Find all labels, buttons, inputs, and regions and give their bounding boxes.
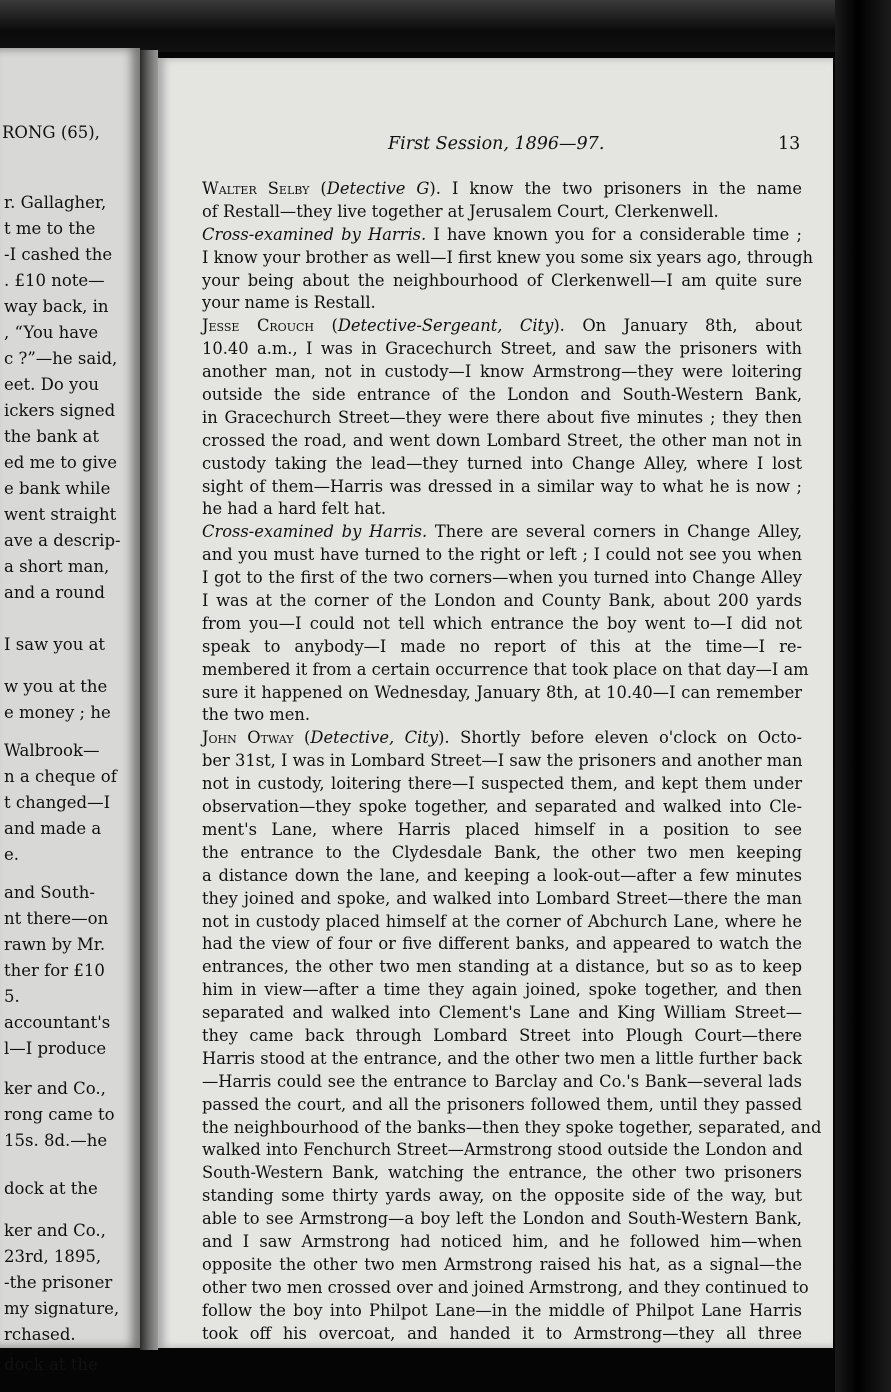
- left-page-line: nt there—on: [4, 909, 109, 928]
- text-span: sight of them—Harris was dressed in a similar way to what he is now ;: [202, 476, 802, 496]
- left-page-line: dock at the: [4, 1355, 98, 1374]
- text-line: [202, 292, 802, 315]
- text-span: the neighbourhood of the banks—then they spoke together, separated, and: [202, 1117, 822, 1137]
- text-span: he had a hard felt hat.: [202, 499, 387, 519]
- text-span: observation—they spoke together, and separated and walked into Cle-: [202, 797, 802, 817]
- text-span: your name is Restall.: [202, 293, 376, 313]
- left-page-line: accountant's: [4, 1013, 111, 1032]
- text-span: There are several corners in Change Alley,: [427, 522, 802, 542]
- text-span: —Harris could see the entrance to Barclay and Co.'s Bank—several lads: [202, 1071, 802, 1091]
- text-span: opposite the other two men Armstrong raised his hat, as a signal—the: [202, 1254, 802, 1274]
- text-span: South-Western Bank, watching the entrance, the other two prisoners: [202, 1163, 802, 1183]
- text-line: [202, 567, 802, 590]
- italic-text: Detective, City: [310, 728, 439, 748]
- left-page-line: dock at the: [4, 1179, 98, 1198]
- text-line: [202, 201, 802, 224]
- text-span: they joined and spoke, and walked into Lombard Street—there the man: [202, 888, 802, 908]
- text-line: [202, 384, 802, 407]
- left-page-line: my signature,: [4, 1299, 120, 1318]
- witness-name: Walter Selby: [202, 179, 310, 198]
- text-line: [202, 453, 802, 476]
- left-page-line: ave a descrip-: [4, 531, 121, 550]
- text-line: [202, 1025, 802, 1048]
- left-page-line: rawn by Mr.: [4, 935, 106, 954]
- text-span: from you—I could not tell which entrance the boy went to—I did not: [202, 613, 802, 633]
- left-page-line: Walbrook—: [4, 741, 100, 760]
- text-line: [202, 178, 802, 201]
- text-line: [202, 842, 802, 865]
- text-line: [202, 270, 802, 293]
- left-page-line: 5.: [4, 987, 20, 1006]
- left-page-line: ker and Co.,: [4, 1079, 106, 1098]
- text-line: [202, 704, 802, 727]
- text-span: other two men crossed over and joined Armstrong, and they continued to: [202, 1277, 809, 1297]
- text-span: ). On January 8th, about: [553, 316, 802, 336]
- book-page: [158, 58, 833, 1348]
- text-span: entrances, the other two men standing at a distance, but so as to keep: [202, 957, 802, 977]
- text-span: (: [313, 316, 338, 336]
- left-page-line: and made a: [4, 819, 102, 838]
- left-page-line: 15s. 8d.—he: [4, 1131, 108, 1150]
- witness-name: Jesse Crouch: [202, 316, 314, 336]
- left-page-line: and a round: [4, 583, 105, 602]
- left-page-line: a short man,: [4, 557, 110, 576]
- text-span: in Gracechurch Street—they were there about five minutes ; they then: [202, 407, 802, 427]
- text-span: had the view of four or five different banks, and appeared to watch the: [202, 934, 802, 954]
- text-line: [202, 911, 802, 934]
- text-span: membered it from a certain occurrence that took place on that day—I am: [202, 659, 809, 679]
- text-span: passed the court, and all the prisoners followed them, until they passed: [202, 1094, 802, 1114]
- text-span: separated and walked into Clement's Lane and King William Street—: [202, 1003, 802, 1023]
- text-line: [202, 1254, 802, 1277]
- text-span: able to see Armstrong—a boy left the London and South-Western Bank,: [202, 1209, 802, 1229]
- text-line: [202, 1094, 802, 1117]
- text-span: follow the boy into Philpot Lane—in the middle of Philpot Lane Harris: [202, 1300, 802, 1320]
- text-line: [202, 338, 802, 361]
- left-page-line: r. Gallagher,: [4, 193, 107, 212]
- text-span: him in view—after a time they again joined, spoke together, and then: [202, 980, 802, 1000]
- text-span: ment's Lane, where Harris placed himself in a position to see: [202, 819, 802, 839]
- left-page-line: n a cheque of: [4, 767, 117, 786]
- left-page-line: rchased.: [4, 1325, 76, 1344]
- text-span: outside the side entrance of the London and South-Western Bank,: [202, 385, 802, 405]
- text-span: standing some thirty yards away, on the opposite side of the way, but: [202, 1186, 802, 1206]
- italic-text: Detective-Sergeant, City: [337, 316, 554, 336]
- left-page-line: -I cashed the: [4, 245, 113, 264]
- text-line: [202, 544, 802, 567]
- text-line: [202, 1139, 802, 1162]
- left-page-line: rong came to: [4, 1105, 115, 1124]
- text-span: custody taking the lead—they turned into Change Alley, where I lost: [202, 453, 802, 473]
- text-line: [202, 521, 802, 544]
- left-page-line: , “You have: [4, 323, 99, 342]
- text-line: [202, 1162, 802, 1185]
- text-line: [202, 796, 802, 819]
- text-span: walked into Fenchurch Street—Armstrong stood outside the London and: [202, 1140, 803, 1160]
- text-span: 10.40 a.m., I was in Gracechurch Street, and saw the prisoners with: [202, 339, 802, 359]
- left-page-line: ker and Co.,: [4, 1221, 106, 1240]
- italic-text: Detective G: [326, 179, 430, 198]
- text-line: [202, 956, 802, 979]
- text-line: [202, 1323, 802, 1346]
- witness-name: John Otway: [202, 728, 294, 748]
- text-line: [202, 888, 802, 911]
- text-span: another man, not in custody—I know Armstrong—they were loitering: [202, 362, 802, 382]
- text-line: [202, 361, 802, 384]
- text-line: [202, 1117, 822, 1140]
- text-span: (: [293, 728, 311, 748]
- text-line: [202, 819, 802, 842]
- text-line: [202, 1208, 802, 1231]
- left-page-line: ther for £10: [4, 961, 105, 980]
- left-page-line: -the prisoner: [4, 1273, 113, 1292]
- text-line: [202, 659, 809, 682]
- text-line: [202, 1231, 802, 1254]
- text-span: I got to the first of the two corners—when you turned into Change Alley: [202, 568, 802, 588]
- text-span: the two men.: [202, 705, 311, 725]
- text-line: [202, 773, 802, 796]
- italic-text: Cross-examined by Harris.: [202, 224, 427, 244]
- italic-text: Cross-examined by Harris.: [202, 522, 428, 542]
- text-line: [202, 750, 802, 773]
- left-page-line: e.: [4, 845, 20, 864]
- text-span: speak to anybody—I made no report of this at the time—I re-: [202, 636, 802, 656]
- text-line: [202, 224, 802, 247]
- left-page-line: w you at the: [4, 677, 108, 696]
- left-page-line: e bank while: [4, 479, 111, 498]
- left-page-line: the bank at: [4, 427, 100, 446]
- left-page-line: e money ; he: [4, 703, 111, 722]
- text-span: sure it happened on Wednesday, January 8th, at 10.40—I can remember: [202, 682, 802, 702]
- text-line: [202, 636, 802, 659]
- text-line: [202, 613, 802, 636]
- previous-page-fragment: [0, 48, 140, 1374]
- left-page-line: 23rd, 1895,: [4, 1247, 102, 1266]
- left-page-line: I saw you at: [4, 635, 106, 654]
- text-line: [202, 1048, 802, 1071]
- text-span: ber 31st, I was in Lombard Street—I saw the prisoners and another man: [202, 751, 803, 771]
- left-page-line: c ?”—he said,: [4, 349, 118, 368]
- text-span: I know your brother as well—I first knew you some six years ago, through: [202, 247, 813, 267]
- text-line: [202, 430, 802, 453]
- left-page-line: way back, in: [4, 297, 109, 316]
- left-page-line: ickers signed: [4, 401, 116, 420]
- text-span: not in custody, loitering there—I suspected them, and kept them under: [202, 774, 802, 794]
- text-line: [202, 979, 802, 1002]
- text-line: [202, 1300, 802, 1323]
- left-page-line: ed me to give: [4, 453, 117, 472]
- running-head-title: First Session, 1896—97.: [388, 134, 605, 154]
- text-span: ). Shortly before eleven o'clock on Octo-: [438, 728, 803, 748]
- text-span: (: [309, 179, 327, 198]
- text-span: I was at the corner of the London and County Bank, about 200 yards: [202, 591, 802, 611]
- left-page-line: RONG (65),: [2, 123, 100, 142]
- book-gutter: [140, 50, 158, 1350]
- left-page-line: l—I produce: [4, 1039, 107, 1058]
- text-line: [202, 1185, 802, 1208]
- text-line: [202, 407, 802, 430]
- body-text: [202, 178, 822, 1345]
- text-line: [202, 865, 802, 888]
- text-span: crossed the road, and went down Lombard Street, the other man not in: [202, 430, 802, 450]
- text-line: [202, 1071, 802, 1094]
- left-page-line: t changed—I: [4, 793, 111, 812]
- left-page-line: went straight: [4, 505, 117, 524]
- page-number: 13: [778, 134, 801, 154]
- scan-top-edge: [0, 0, 891, 52]
- text-span: Harris stood at the entrance, and the other two men a little further back: [202, 1048, 802, 1068]
- text-line: [202, 315, 802, 338]
- text-span: and you must have turned to the right or left ; I could not see you when: [202, 545, 802, 565]
- text-span: not in custody placed himself at the corner of Abchurch Lane, where he: [202, 911, 802, 931]
- running-head: [158, 134, 833, 158]
- text-span: your being about the neighbourhood of Clerkenwell—I am quite sure: [202, 270, 802, 290]
- text-line: [202, 727, 802, 750]
- text-span: a distance down the lane, and keeping a look-out—after a few minutes: [202, 865, 802, 885]
- text-line: [202, 247, 813, 270]
- left-page-line: . £10 note—: [4, 271, 105, 290]
- text-line: [202, 682, 802, 705]
- text-span: and I saw Armstrong had noticed him, and he followed him—when: [202, 1231, 802, 1251]
- text-span: I have known you for a considerable time ;: [426, 224, 802, 244]
- text-span: ). I know the two prisoners in the name: [429, 179, 802, 198]
- text-line: [202, 933, 802, 956]
- text-line: [202, 498, 802, 521]
- text-line: [202, 1277, 809, 1300]
- text-line: [202, 590, 802, 613]
- left-page-line: eet. Do you: [4, 375, 99, 394]
- left-page-line: and South-: [4, 883, 95, 902]
- text-span: they came back through Lombard Street into Plough Court—there: [202, 1025, 802, 1045]
- text-span: the entrance to the Clydesdale Bank, the other two men keeping: [202, 842, 802, 862]
- left-page-line: t me to the: [4, 219, 96, 238]
- text-span: of Restall—they live together at Jerusalem Court, Clerkenwell.: [202, 201, 719, 221]
- text-line: [202, 1002, 802, 1025]
- text-span: took off his overcoat, and handed it to Armstrong—they all three: [202, 1323, 802, 1343]
- scan-right-edge: [835, 0, 891, 1392]
- text-line: [202, 476, 802, 499]
